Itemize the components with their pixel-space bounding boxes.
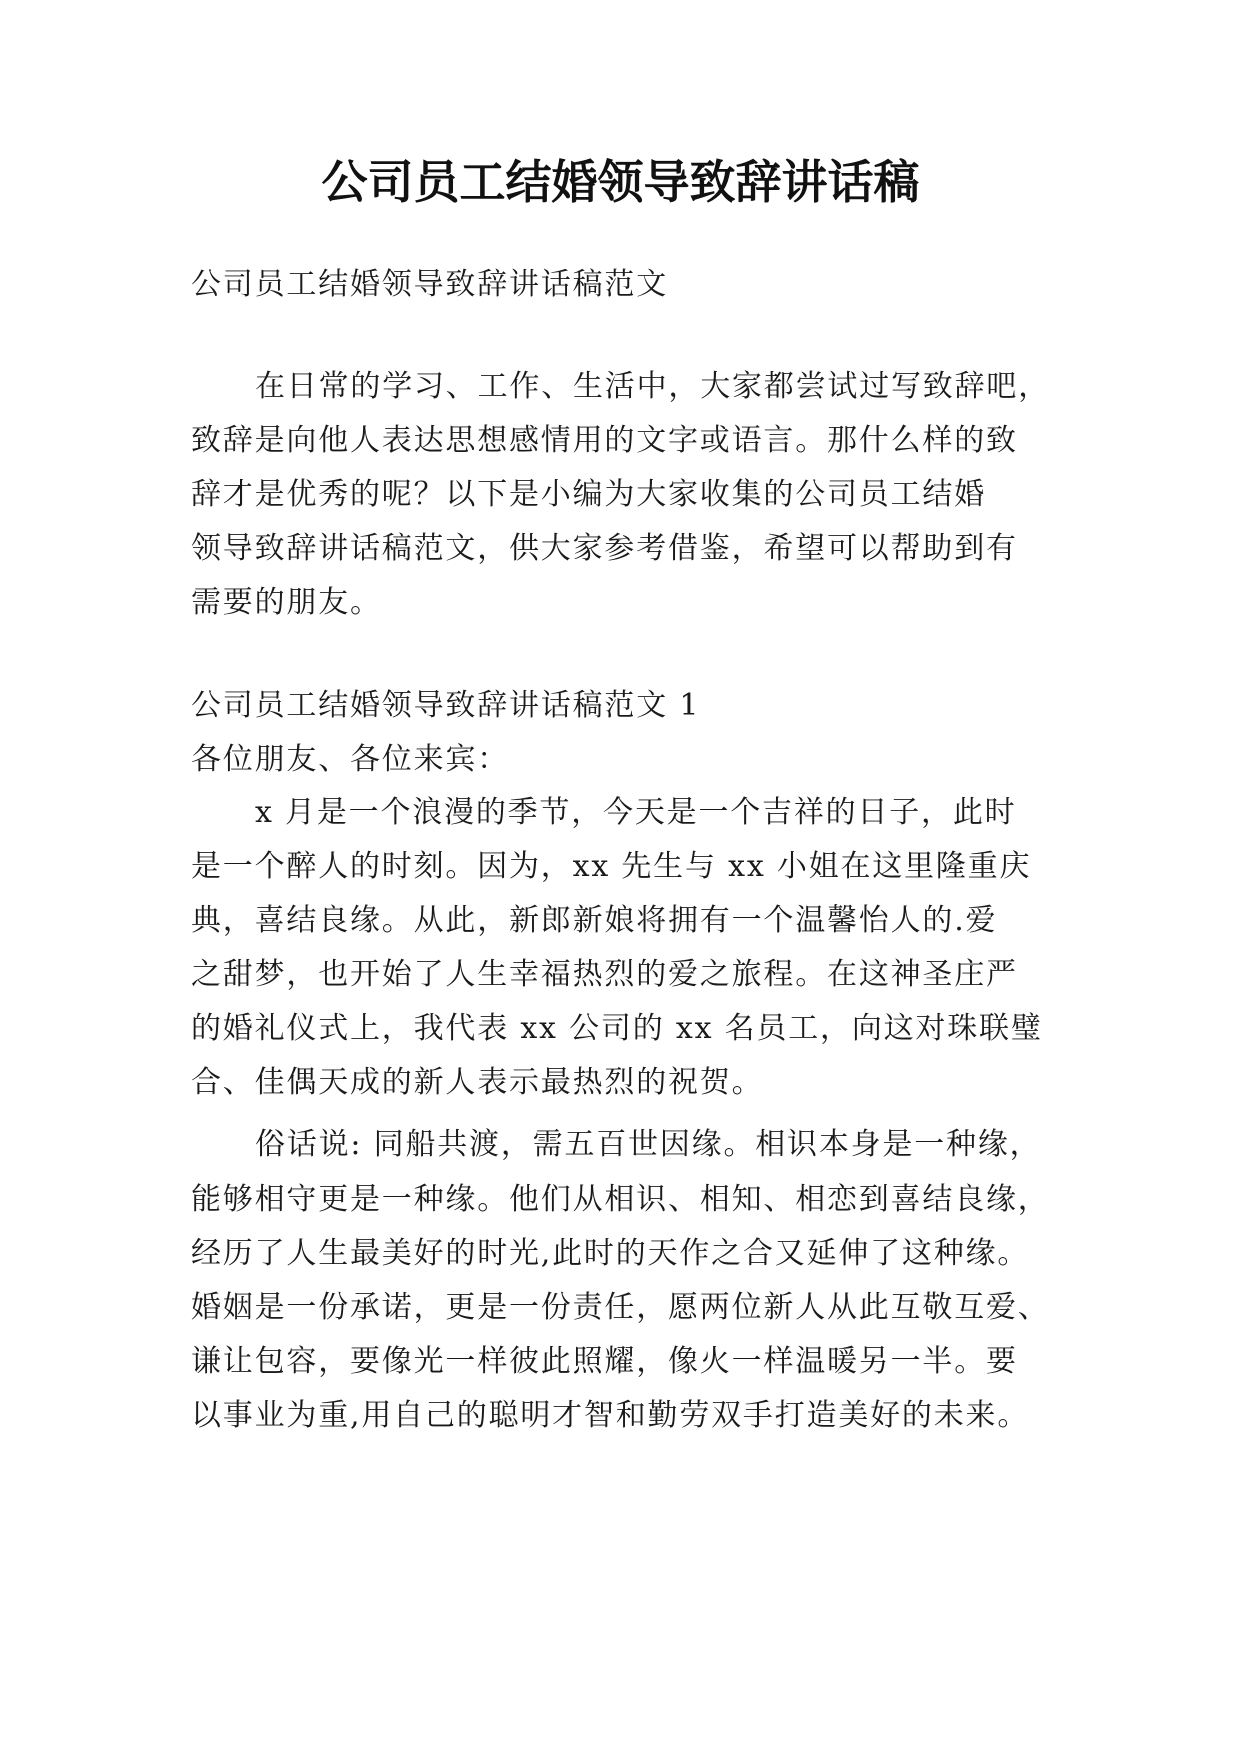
paragraph-line: 谦让包容，要像光一样彼此照耀，像火一样温暖另一半。要 (191, 1344, 1018, 1379)
paragraph-line: x 月是一个浪漫的季节，今天是一个吉祥的日子，此时 (255, 795, 1017, 830)
intro-line: 在日常的学习、工作、生活中，大家都尝试过写致辞吧， (255, 369, 1050, 404)
paragraph-line: 之甜梦，也开始了人生幸福热烈的爱之旅程。在这神圣庄严 (191, 957, 1018, 992)
intro-line: 领导致辞讲话稿范文，供大家参考借鉴，希望可以帮助到有 (191, 531, 1018, 566)
subtitle: 公司员工结婚领导致辞讲话稿范文 (191, 267, 668, 302)
intro-line: 辞才是优秀的呢？以下是小编为大家收集的公司员工结婚 (191, 477, 986, 512)
paragraph-line: 以事业为重,用自己的聪明才智和勤劳双手打造美好的未来。 (191, 1398, 1030, 1433)
section-heading: 公司员工结婚领导致辞讲话稿范文 1 (191, 688, 701, 723)
document-title: 公司员工结婚领导致辞讲话稿 (321, 155, 920, 209)
paragraph-line: 典，喜结良缘。从此，新郎新娘将拥有一个温馨怡人的.爱 (191, 903, 998, 938)
greeting: 各位朋友、各位来宾： (191, 742, 509, 777)
paragraph-line: 婚姻是一份承诺，更是一份责任，愿两位新人从此互敬互爱、 (191, 1290, 1050, 1325)
intro-line: 需要的朋友。 (191, 585, 382, 620)
paragraph-line: 合、佳偶天成的新人表示最热烈的祝贺。 (191, 1065, 764, 1100)
paragraph-line: 能够相守更是一种缘。他们从相识、相知、相恋到喜结良缘， (191, 1182, 1050, 1217)
intro-line: 致辞是向他人表达思想感情用的文字或语言。那什么样的致 (191, 423, 1018, 458)
paragraph-line: 经历了人生最美好的时光,此时的天作之合又延伸了这种缘。 (191, 1236, 1030, 1271)
paragraph-line: 俗话说: 同船共渡，需五百世因缘。相识本身是一种缘， (255, 1127, 1042, 1162)
paragraph-line: 的婚礼仪式上，我代表 xx 公司的 xx 名员工，向这对珠联璧 (191, 1011, 1043, 1046)
paragraph-line: 是一个醉人的时刻。因为，xx 先生与 xx 小姐在这里隆重庆 (191, 849, 1032, 884)
